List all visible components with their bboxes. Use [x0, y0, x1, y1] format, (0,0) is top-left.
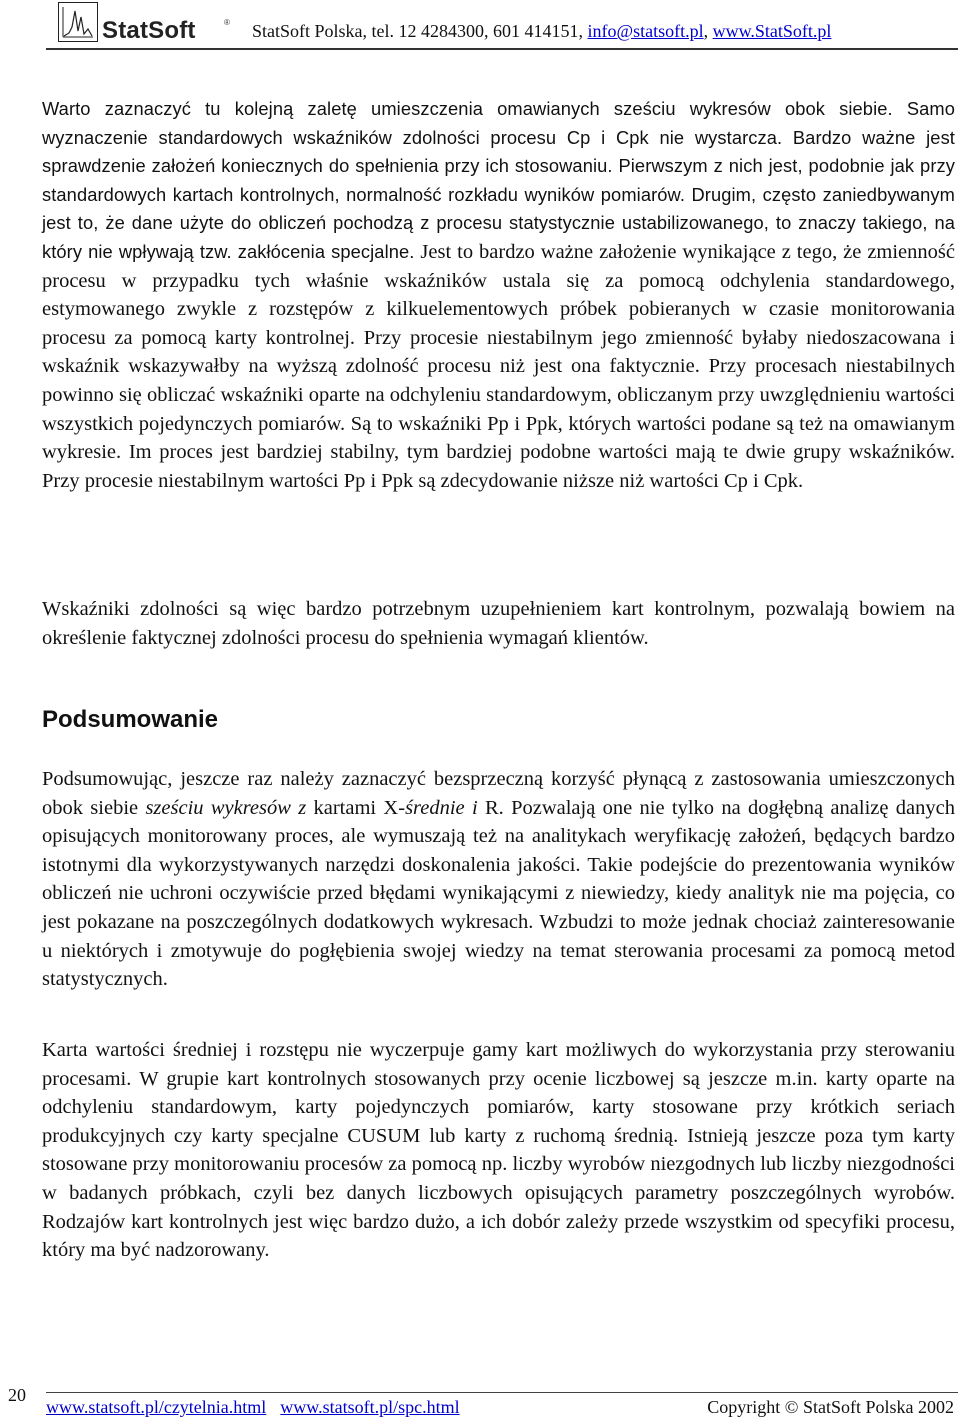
conclusion-italic-2: średnie i	[405, 796, 478, 819]
logo-wordmark: StatSoft	[102, 17, 196, 44]
paragraph-capability-assumptions	[42, 95, 955, 495]
logo-chart-icon	[58, 2, 98, 42]
footer-divider	[46, 1392, 958, 1393]
footer-link-spc[interactable]: www.statsoft.pl/spc.html	[280, 1397, 460, 1417]
conclusion-text-2: kartami X-	[306, 796, 406, 819]
header-contact-info	[252, 21, 831, 41]
paragraph-conclusion	[42, 765, 955, 994]
page-number: 20	[8, 1385, 26, 1405]
header-contact-text: StatSoft Polska, tel. 12 4284300, 601 414151,	[252, 21, 588, 41]
conclusion-text-3: R. Pozwalają one nie tylko na dogłębną analizę danych opisujących monitorowany proces, ale wymuszają też na analitykach weryfikację założeń, będących bardzo istotnymi dla wykorzystywanych narzędzi doskonalenia jakości. Takie podejście do prezentowania wyników obliczeń nie uchroni oczywiście przed błędami wynikającymi z niewiedzy, kiedy analityk nie ma pojęcia, co jest pokazane na poszczególnych dodatkowych wykresach. Wzbudzi to może jednak chociaż zainteresowanie u niektórych i zmotywuje do pogłębienia swojej wiedzy na temat sterowania procesami za pomocą metod statystycznych.	[42, 796, 955, 991]
header-divider	[46, 48, 958, 50]
footer-copyright: Copyright © StatSoft Polska 2002	[707, 1397, 954, 1417]
statsoft-logo	[58, 2, 233, 44]
website-link[interactable]: www.StatSoft.pl	[712, 21, 832, 41]
registered-mark: ®	[224, 18, 230, 27]
conclusion-text-1: Podsumowując, jeszcze raz należy zaznaczyć bezsprzeczną korzyść płynącą z zastosowania umieszczonych obok siebie	[42, 768, 955, 819]
conclusion-italic-1: sześciu wykresów z	[145, 796, 307, 819]
paragraph-serif-part: Jest to bardzo ważne założenie wynikające z tego, że zmienność procesu w przypadku tych właśnie wskaźników ustala się za pomocą odchylenia standardowego, estymowanego zwykle z rozstępów z kilkuelementowych próbek pobieranych w czasie monitorowania procesu za pomocą karty kontrolnej. Przy procesie niestabilnym jego zmienność byłaby niedoszacowana i wskaźnik wskazywałby na wyższą zdolność procesu niż jest ona faktycznie. Przy procesach niestabilnych powinno się obliczać wskaźniki oparte na odchyleniu standardowym, obliczanym przy uwzględnieniu wartości wszystkich pojedynczych pomiarów. Są to wskaźniki Pp i Ppk, których wartości podane są też na omawianym wykresie. Im proces jest bardziej stabilny, tym bardziej podobne wartości mają te dwie grupy wskaźników. Przy procesie niestabilnym wartości Pp i Ppk są zdecydowanie niższe niż wartości Cp i Cpk.	[42, 240, 955, 492]
section-heading: Podsumowanie	[42, 706, 219, 733]
footer-link-czytelnia[interactable]: www.statsoft.pl/czytelnia.html	[46, 1397, 267, 1417]
paragraph-other-charts: Karta wartości średniej i rozstępu nie wyczerpuje gamy kart możliwych do wykorzystania przy sterowaniu procesami. W grupie kart kontrolnych stosowanych przy ocenie liczbowej są jeszcze m.in. karty oparte na odchyleniu standardowym, karty pojedynczych pomiarów, karty stosowane przy krótkich seriach produkcyjnych czy karty specjalne CUSUM lub karty z ruchomą średnią. Istnieją jeszcze poza tym karty stosowane przy monitorowaniu procesów za pomocą np. liczby wyrobów niezgodnych lub liczby niezgodności w badanych próbkach, czyli bez danych liczbowych opisujących parametry poszczególnych wyrobów. Rodzajów kart kontrolnych jest więc bardzo dużo, a ich dobór zależy przede wszystkim od specyfiki procesu, który ma być nadzorowany.	[42, 1039, 955, 1262]
paragraph-capability-summary: Wskaźniki zdolności są więc bardzo potrzebnym uzupełnieniem kart kontrolnym, pozwalają bowiem na określenie faktycznej zdolności procesu do spełnienia wymagań klientów.	[42, 598, 955, 649]
paragraph-sans-part: Warto zaznaczyć tu kolejną zaletę umieszczenia omawianych sześciu wykresów obok siebie. Samo wyznaczenie standardowych wskaźników zdolności procesu Cp i Cpk nie wystarcza. Bardzo ważne jest sprawdzenie założeń koniecznych do spełnienia przy ich stosowaniu. Pierwszym z nich jest, podobnie jak przy standardowych kartach kontrolnych, normalność rozkładu wyników pomiarów. Drugim, często zaniedbywanym jest to, że dane użyte do obliczeń pochodzą z procesu statystycznie ustabilizowanego, to znaczy takiego, na który nie wpływają tzw. zakłócenia specjalne.	[42, 98, 955, 262]
email-link[interactable]: info@statsoft.pl	[587, 21, 704, 41]
page-header	[0, 0, 960, 46]
header-separator: ,	[703, 21, 713, 41]
footer-links	[46, 1396, 474, 1418]
